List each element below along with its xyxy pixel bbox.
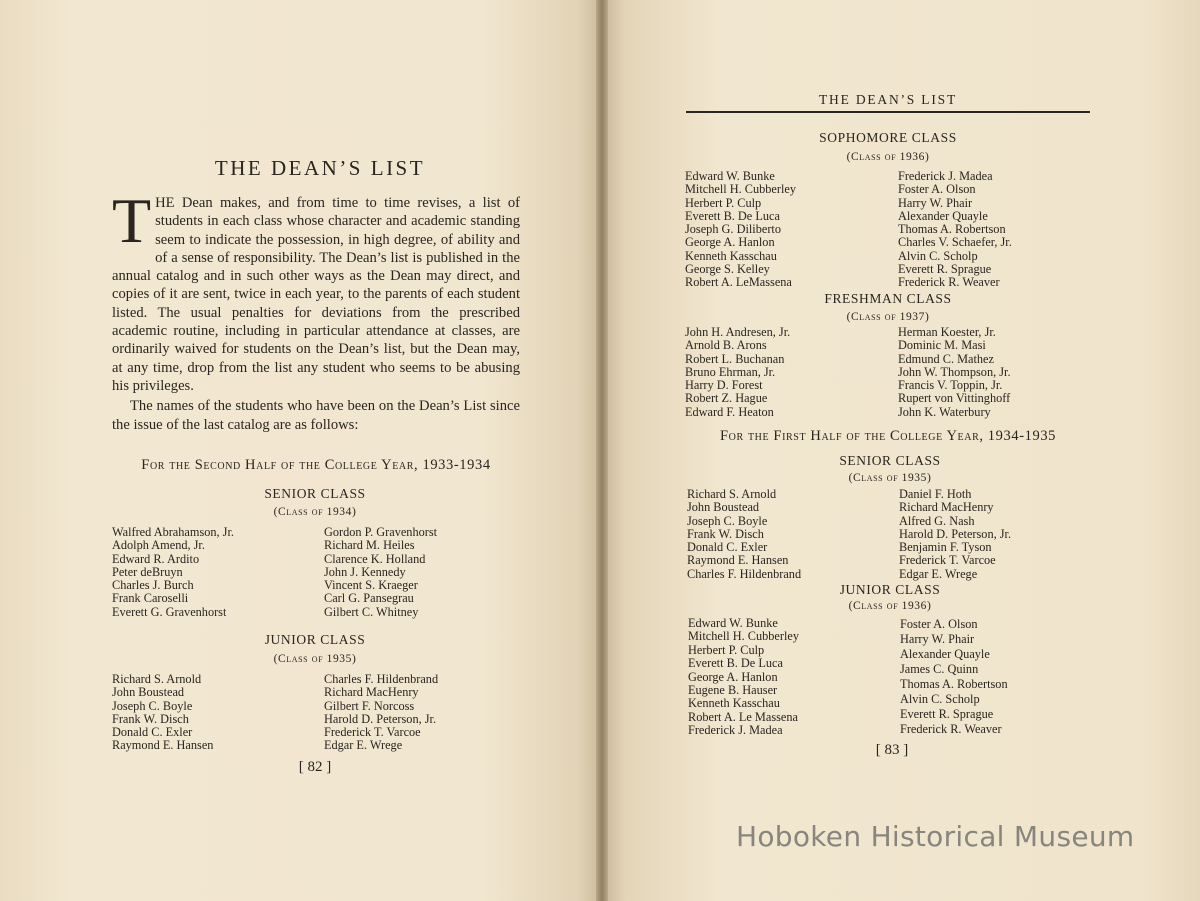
list-item: Edmund C. Mathez <box>898 351 994 366</box>
period-heading-1933-1934: For the Second Half of the College Year, 1933-1934 <box>141 457 491 473</box>
list-item: John Boustead <box>112 685 185 700</box>
list-item: Joseph C. Boyle <box>112 698 193 713</box>
list-item: Mitchell H. Cubberley <box>685 182 796 197</box>
freshman-class-year: (Class of 1937) <box>846 311 930 323</box>
list-item: Edward R. Ardito <box>112 551 200 566</box>
list-item: Richard MacHenry <box>899 500 994 515</box>
page-number-82: [ 82 ] <box>298 759 332 775</box>
list-item: Robert A. Le Massena <box>688 709 798 724</box>
list-item: Thomas A. Robertson <box>900 677 1008 691</box>
period-heading-1934-1935: For the First Half of the College Year, 1934-1935 <box>719 428 1057 444</box>
list-item: Everett B. De Luca <box>685 208 780 223</box>
list-item: Frederick T. Varcoe <box>899 553 996 568</box>
list-item: Harold D. Peterson, Jr. <box>324 711 437 726</box>
freshman-class-heading: FRESHMAN CLASS <box>824 291 952 306</box>
list-item: Joseph C. Boyle <box>687 513 768 528</box>
list-item: Herman Koester, Jr. <box>898 325 996 339</box>
list-item: Frank Caroselli <box>112 591 189 606</box>
list-item: Robert A. LeMassena <box>685 275 792 290</box>
list-item: Joseph G. Diliberto <box>685 222 781 237</box>
list-item: Charles J. Burch <box>112 578 194 593</box>
list-item: Charles F. Hildenbrand <box>324 672 439 686</box>
list-item: Alvin C. Scholp <box>898 248 978 263</box>
sophomore-names-col1 <box>685 170 796 290</box>
list-item: Rupert von Vittinghoff <box>898 391 1011 406</box>
intro-paragraph-2: The names of the students who have been on the Dean’s List since the issue of the last catalog are as follows: <box>112 398 520 433</box>
senior-class-heading: SENIOR CLASS <box>264 486 366 501</box>
list-item: Robert L. Buchanan <box>685 351 785 366</box>
list-item: Alexander Quayle <box>900 647 990 661</box>
sophomore-class-heading: SOPHOMORE CLASS <box>819 130 957 145</box>
list-item: Harry W. Phair <box>898 195 973 210</box>
junior-class-year: (Class of 1935) <box>273 653 357 665</box>
junior-1936-names-col1 <box>688 617 799 738</box>
junior-1936-names-col2 <box>900 617 1008 737</box>
junior-names-col1 <box>112 673 213 753</box>
book-gutter <box>596 0 608 901</box>
list-item: Mitchell H. Cubberley <box>688 629 799 644</box>
list-item: Gordon P. Gravenhorst <box>324 525 438 539</box>
list-item: Adolph Amend, Jr. <box>112 538 205 553</box>
list-item: George A. Hanlon <box>688 669 778 684</box>
list-item: Edward W. Bunke <box>688 616 778 630</box>
senior-class-year-1935: (Class of 1935) <box>848 472 932 484</box>
list-item: Gilbert C. Whitney <box>324 604 419 619</box>
senior-1935-names-col2 <box>899 488 1011 581</box>
list-item: Frederick J. Madea <box>898 169 993 183</box>
list-item: Edward F. Heaton <box>685 404 774 419</box>
list-item: Harry W. Phair <box>900 632 975 646</box>
museum-watermark: Hoboken Historical Museum <box>736 820 1135 853</box>
list-item: Frederick T. Varcoe <box>324 725 421 740</box>
senior-names-col2 <box>324 526 437 619</box>
list-item: Carl G. Pansegrau <box>324 591 414 606</box>
list-item: Foster A. Olson <box>898 182 976 197</box>
list-item: Arnold B. Arons <box>685 338 767 353</box>
list-item: John W. Thompson, Jr. <box>898 364 1011 379</box>
page-number-83: [ 83 ] <box>875 742 909 758</box>
list-item: Everett R. Sprague <box>898 262 992 277</box>
list-item: Donald C. Exler <box>687 540 768 555</box>
header-rule <box>686 111 1090 113</box>
list-item: George A. Hanlon <box>685 235 775 250</box>
list-item: Foster A. Olson <box>900 617 978 631</box>
list-item: Harry D. Forest <box>685 378 763 393</box>
list-item: Alvin C. Scholp <box>900 692 980 706</box>
list-item: Francis V. Toppin, Jr. <box>898 378 1003 393</box>
drop-cap: T <box>112 185 152 256</box>
list-item: Frank W. Disch <box>687 526 764 541</box>
list-item: Dominic M. Masi <box>898 338 986 353</box>
senior-names-col1 <box>112 526 234 619</box>
list-item: Alexander Quayle <box>898 208 988 223</box>
list-item: Charles F. Hildenbrand <box>687 566 802 581</box>
list-item: Richard M. Heiles <box>324 538 415 553</box>
list-item: John J. Kennedy <box>324 564 406 579</box>
list-item: James C. Quinn <box>900 662 979 676</box>
freshman-names-col1 <box>685 326 790 419</box>
list-item: John Boustead <box>687 500 760 515</box>
list-item: Richard S. Arnold <box>687 487 777 501</box>
list-item: Daniel F. Hoth <box>899 487 972 501</box>
list-item: Frank W. Disch <box>112 711 189 726</box>
running-head: THE DEAN’S LIST <box>819 92 957 107</box>
list-item: Clarence K. Holland <box>324 551 426 566</box>
junior-class-year-1936: (Class of 1936) <box>848 600 932 612</box>
list-item: Bruno Ehrman, Jr. <box>685 364 776 379</box>
list-item: Everett R. Sprague <box>900 707 994 721</box>
list-item: Thomas A. Robertson <box>898 222 1006 237</box>
list-item: Everett B. De Luca <box>688 656 783 671</box>
page-title: THE DEAN’S LIST <box>214 156 426 180</box>
list-item: Raymond E. Hansen <box>687 553 789 568</box>
list-item: Peter deBruyn <box>112 564 183 579</box>
list-item: Donald C. Exler <box>112 725 193 740</box>
list-item: Eugene B. Hauser <box>688 683 778 698</box>
senior-class-heading-1935: SENIOR CLASS <box>839 453 941 468</box>
junior-names-col2 <box>324 673 438 753</box>
sophomore-names-col2 <box>898 170 1012 290</box>
list-item: Vincent S. Kraeger <box>324 578 418 593</box>
list-item: Richard MacHenry <box>324 685 419 700</box>
list-item: Richard S. Arnold <box>112 672 202 686</box>
list-item: Herbert P. Culp <box>685 195 762 210</box>
list-item: Benjamin F. Tyson <box>899 540 992 555</box>
list-item: John K. Waterbury <box>898 404 991 419</box>
intro-text <box>112 185 520 434</box>
list-item: Herbert P. Culp <box>688 642 765 657</box>
list-item: Robert Z. Hague <box>685 391 768 406</box>
list-item: John H. Andresen, Jr. <box>685 325 791 339</box>
senior-class-year: (Class of 1934) <box>273 506 357 518</box>
list-item: Kenneth Kasschau <box>688 696 780 711</box>
list-item: Everett G. Gravenhorst <box>112 604 227 619</box>
freshman-names-col2 <box>898 326 1011 419</box>
list-item: George S. Kelley <box>685 262 770 277</box>
list-item: Edward W. Bunke <box>685 169 775 183</box>
list-item: Edgar E. Wrege <box>324 738 403 753</box>
list-item: Frederick R. Weaver <box>900 722 1002 736</box>
list-item: Alfred G. Nash <box>899 513 975 528</box>
list-item: Edgar E. Wrege <box>899 566 978 581</box>
list-item: Charles V. Schaefer, Jr. <box>898 235 1012 250</box>
intro-paragraph-1: THE Dean makes, and from time to time revises, a list of students in each class whose character and academic standing seem to indicate the possession, in high degree, of ability and of a sense of responsibility. The Dean’s list is published in the annual catalog and in such other ways as the Dean may direct, and copies of it are sent, twice in each year, to the parents of each student listed. The usual penalties for deviations from the prescribed academic routine, including in particular attendance at classes, are ordinarily waived for students on the Dean’s list, but the Dean may, at any time, drop from the list any student who seems to be abusing his privileges. <box>112 185 520 394</box>
sophomore-class-year: (Class of 1936) <box>846 151 930 163</box>
list-item: Frederick R. Weaver <box>898 275 1000 290</box>
list-item: Raymond E. Hansen <box>112 738 214 753</box>
list-item: Gilbert F. Norcoss <box>324 698 415 713</box>
list-item: Kenneth Kasschau <box>685 248 777 263</box>
junior-class-heading-1936: JUNIOR CLASS <box>839 582 941 597</box>
list-item: Frederick J. Madea <box>688 723 783 738</box>
list-item: Walfred Abrahamson, Jr. <box>112 525 234 539</box>
list-item: Harold D. Peterson, Jr. <box>899 526 1012 541</box>
junior-class-heading: JUNIOR CLASS <box>264 632 366 647</box>
senior-1935-names-col1 <box>687 488 801 581</box>
